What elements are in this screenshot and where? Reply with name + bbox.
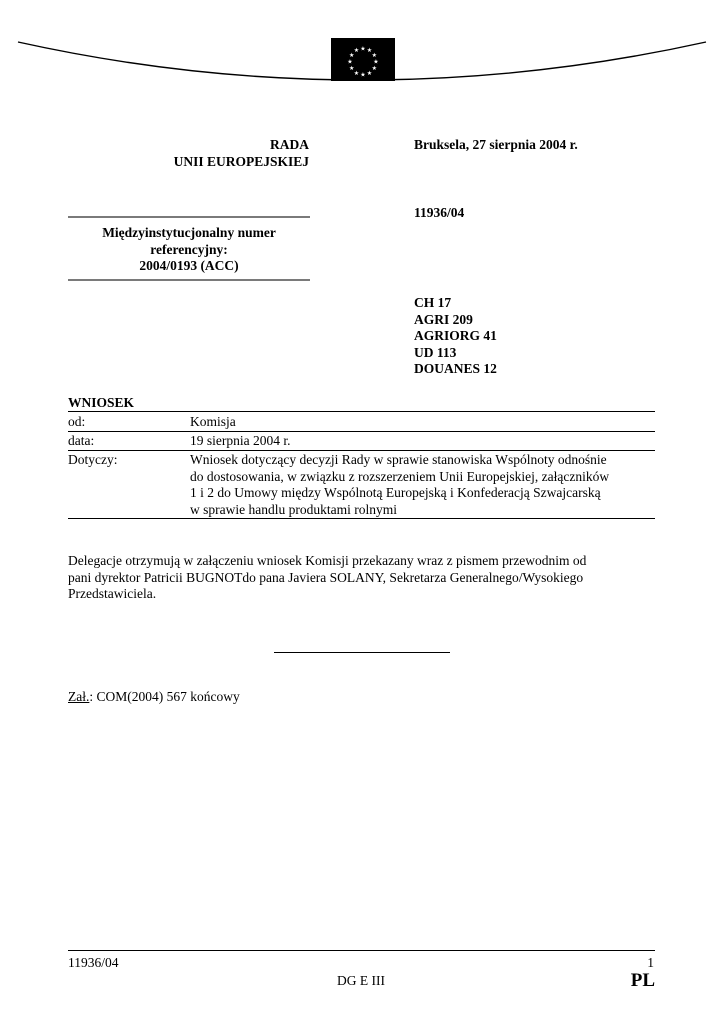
row-from-value: Komisja [190,414,236,429]
row-date-value: 19 sierpnia 2004 r. [190,433,291,448]
footer-rule [68,950,655,951]
council-name-line1: RADA [270,137,309,152]
svg-text:★: ★ [360,45,366,53]
place-date: Bruksela, 27 sierpnia 2004 r. [414,137,578,152]
footer-doc-number: 11936/04 [68,955,119,970]
table-rule [68,450,655,451]
svg-text:★: ★ [366,69,373,77]
footer-dg: DG E III [337,973,385,988]
council-name [174,137,309,170]
svg-text:★: ★ [347,58,353,66]
row-date-label: data: [68,433,95,448]
document-number: 11936/04 [414,205,465,220]
svg-text:★: ★ [353,47,360,55]
separator-line [274,652,450,653]
classification-codes [414,295,497,378]
table-rule [68,411,655,412]
footer-page-number: 1 [647,955,654,970]
svg-text:★: ★ [371,65,377,72]
paragraph-line: Delegacje otrzymują w załączeniu wniosek Komisji przekazany wraz z pismem przewodnim od [68,553,587,568]
code-item: CH 17 [414,295,452,310]
reference-line3: 2004/0193 (ACC) [139,258,239,273]
council-name-line2: UNII EUROPEJSKIEJ [173,153,309,169]
code-item: DOUANES 12 [414,361,497,376]
svg-text:★: ★ [366,47,373,55]
subject-line: do dostosowania, w związku z rozszerzeniem Unii Europejskiej, załączników [190,468,610,484]
row-subject-label: Dotyczy: [68,452,118,467]
subject-line: Wniosek dotyczący decyzji Rady w sprawie stanowiska Wspólnoty odnośnie [190,452,607,467]
svg-text:★: ★ [353,69,360,77]
row-from-label: od: [68,414,86,429]
table-rule [68,518,655,519]
paragraph-line: Przedstawiciela. [68,586,157,601]
svg-text:★: ★ [349,52,355,59]
svg-text:★: ★ [373,58,379,66]
reference-bottom-rule [68,279,310,281]
annex-label: Zał. [68,689,90,704]
eu-flag-logo [331,38,395,81]
svg-text:★: ★ [371,52,377,59]
interinstitutional-reference [68,225,310,275]
subject-line: 1 i 2 do Umowy między Wspólnotą Europejską i Konfederacją Szwajcarską [190,485,601,500]
footer-language: PL [630,970,655,991]
svg-text:★: ★ [360,71,366,79]
reference-line2: referencyjny: [150,241,228,257]
paragraph-line: pani dyrektor Patricii BUGNOTdo pana Javiera SOLANY, Sekretarza Generalnego/Wysokiego [68,569,584,585]
row-subject-value [190,452,609,518]
code-item: UD 113 [414,344,457,360]
subject-line: w sprawie handlu produktami rolnymi [190,501,397,517]
eu-stars-icon [331,38,395,81]
annex-text: : COM(2004) 567 końcowy [89,689,240,704]
form-title: WNIOSEK [68,395,135,410]
svg-text:★: ★ [349,65,355,72]
code-item: AGRIORG 41 [414,328,497,343]
annex-line [68,689,240,705]
table-rule [68,431,655,432]
body-paragraph [68,553,586,603]
code-item: AGRI 209 [414,311,473,327]
reference-top-rule [68,216,310,218]
reference-line1: Międzyinstytucjonalny numer [102,225,276,240]
